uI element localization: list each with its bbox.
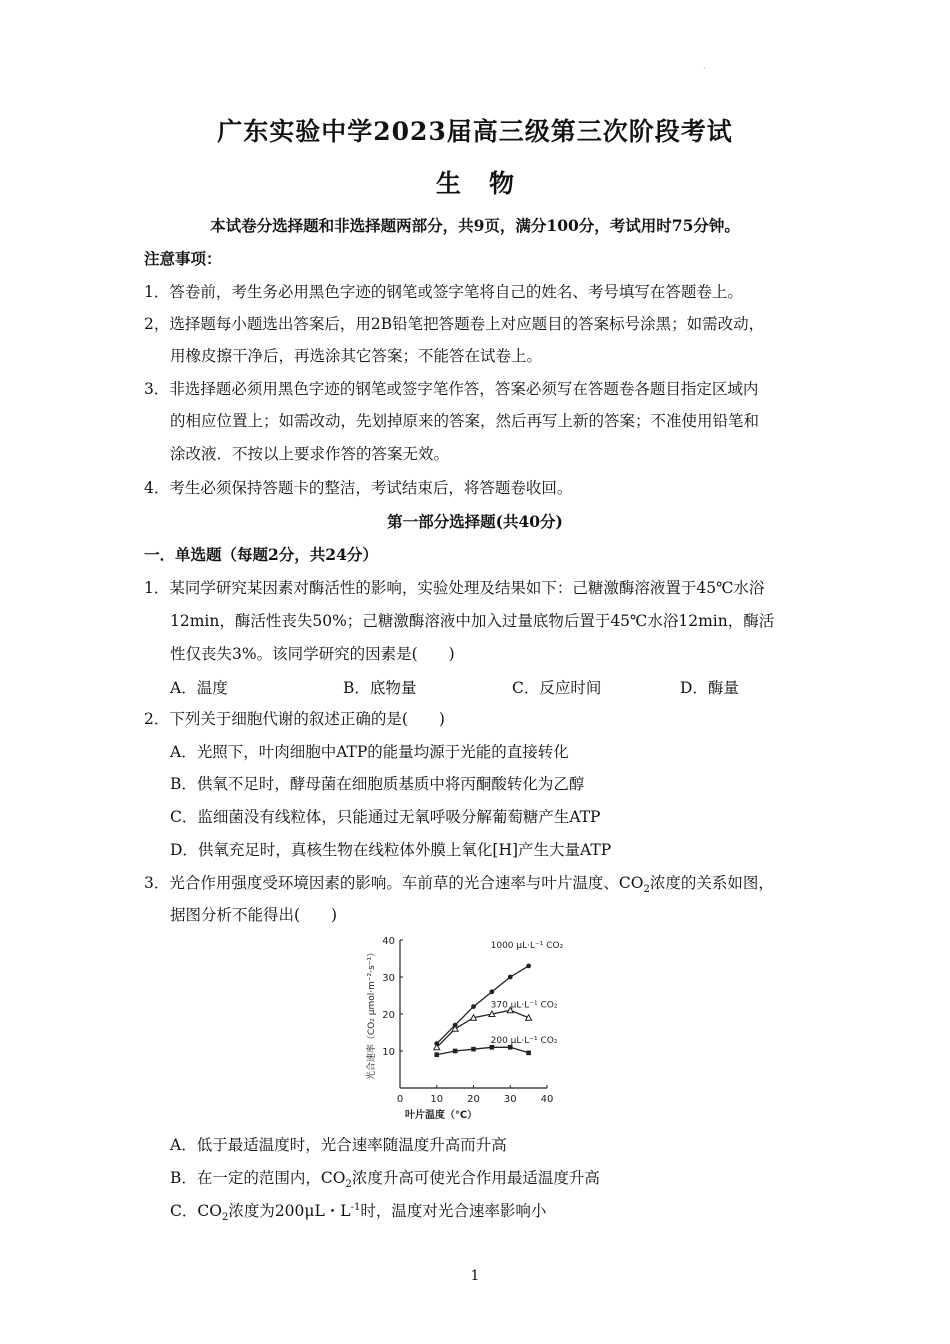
x-tick-label: 0: [396, 1094, 404, 1105]
y-axis-label: 光合速率（CO₂ μmol·m⁻²·s⁻¹）: [367, 947, 377, 1081]
exam-title: 广东实验中学2023届高三级第三次阶段考试: [217, 117, 733, 146]
q3-option-c: C．$CO_2$浓度为200μL・$L^{-1}$时，温度对光合速率影响小: [170, 1201, 547, 1224]
y-tick-label: 10: [382, 1047, 395, 1058]
data-point: [471, 1004, 476, 1009]
note-line: 涂改液．不按以上要求作答的答案无效。: [170, 445, 450, 463]
q3-stem-line1: 3．光合作用强度受环境因素的影响。车前草的光合速率与叶片温度、$CO_2$浓度的关系如图，: [144, 874, 774, 896]
q2-option-b: B．供氧不足时，酵母菌在细胞质基质中将丙酮酸转化为乙醇: [170, 775, 585, 793]
q1-stem-line: 1．某同学研究某因素对酶活性的影响，实验处理及结果如下：己糖激酶溶液置于45℃水浴: [144, 579, 765, 597]
note-line: 1．答卷前，考生务必用黑色字迹的钢笔或签字笔将自己的姓名、考号填写在答题卷上。: [144, 283, 743, 301]
data-point: [526, 1051, 531, 1056]
photosynthesis-chart: [360, 928, 600, 1126]
notes-heading: 注意事项：: [144, 249, 222, 268]
series-line: [437, 1047, 529, 1054]
data-point: [526, 964, 531, 969]
x-tick-label: 40: [540, 1094, 554, 1105]
x-tick-label: 20: [467, 1094, 480, 1105]
q1-option-c: C．反应时间: [512, 679, 602, 697]
q1-stem-line: 12min，酶活性丧失50%；己糖激酶溶液中加入过量底物后置于45℃水浴12min，酶活: [170, 612, 775, 630]
q2-option-d: D．供氧充足时，真核生物在线粒体外膜上氧化[H]产生大量ATP: [170, 841, 612, 859]
note-line: 2，选择题每小题选出答案后，用2B铅笔把答题卷上对应题目的答案标号涂黑；如需改动，: [144, 315, 765, 333]
q3-option-b: B．在一定的范围内，$CO_2$浓度升高可使光合作用最适温度升高: [170, 1169, 600, 1191]
q2-option-c: C．监细菌没有线粒体，只能通过无氧呼吸分解葡萄糖产生ATP: [170, 808, 601, 826]
data-point: [453, 1049, 458, 1054]
note-line: 4．考生必须保持答题卡的整洁，考试结束后，将答题卷收回。: [144, 479, 573, 497]
page-number: 1: [470, 1268, 480, 1284]
q1-stem-line: 性仅丧失3%。该同学研究的因素是( ): [170, 645, 455, 663]
series-label: 370 μL·L⁻¹ CO₂: [490, 1000, 558, 1011]
x-tick-label: 10: [430, 1094, 444, 1105]
q1-option-d: D．酶量: [680, 679, 739, 697]
y-tick-label: 30: [382, 973, 395, 984]
data-point: [489, 989, 494, 994]
exam-intro: 本试卷分选择题和非选择题两部分，共9页，满分100分，考试用时75分钟。: [210, 216, 740, 235]
series-label: 1000 μL·L⁻¹ CO₂: [490, 940, 564, 951]
note-line: 用橡皮擦干净后，再选涂其它答案；不能答在试卷上。: [170, 347, 543, 365]
data-point: [434, 1052, 439, 1057]
part1-heading: 第一部分选择题(共40分): [387, 512, 563, 531]
q2-stem: 2．下列关于细胞代谢的叙述正确的是( ): [144, 710, 445, 728]
note-line: 3．非选择题必须用黑色字迹的钢笔或签字笔作答，答案必须写在答题卷各题目指定区域内: [144, 380, 759, 398]
data-point: [471, 1047, 476, 1052]
q1-option-b: B．底物量: [343, 679, 417, 697]
series-label: 200 μL·L⁻¹ CO₂: [490, 1035, 558, 1046]
q2-option-a: A．光照下，叶肉细胞中ATP的能量均源于光能的直接转化: [170, 743, 569, 761]
q1-option-a: A．温度: [170, 679, 228, 697]
exam-subject: 生物: [435, 169, 542, 198]
x-axis-label: 叶片温度（℃）: [405, 1110, 478, 1121]
y-tick-label: 40: [382, 936, 395, 947]
q3-stem-line2: 据图分析不能得出( ): [170, 906, 338, 924]
section-heading: 一．单选题（每题2分，共24分）: [144, 545, 378, 564]
y-tick-label: 20: [382, 1010, 395, 1021]
x-tick-label: 30: [503, 1094, 517, 1105]
data-point: [508, 975, 513, 980]
q3-option-a: A．低于最适温度时，光合速率随温度升高而升高: [170, 1136, 507, 1154]
note-line: 的相应位置上；如需改动，先划掉原来的答案，然后再写上新的答案；不准使用铅笔和: [170, 412, 760, 430]
page-mark: ·: [703, 64, 706, 73]
